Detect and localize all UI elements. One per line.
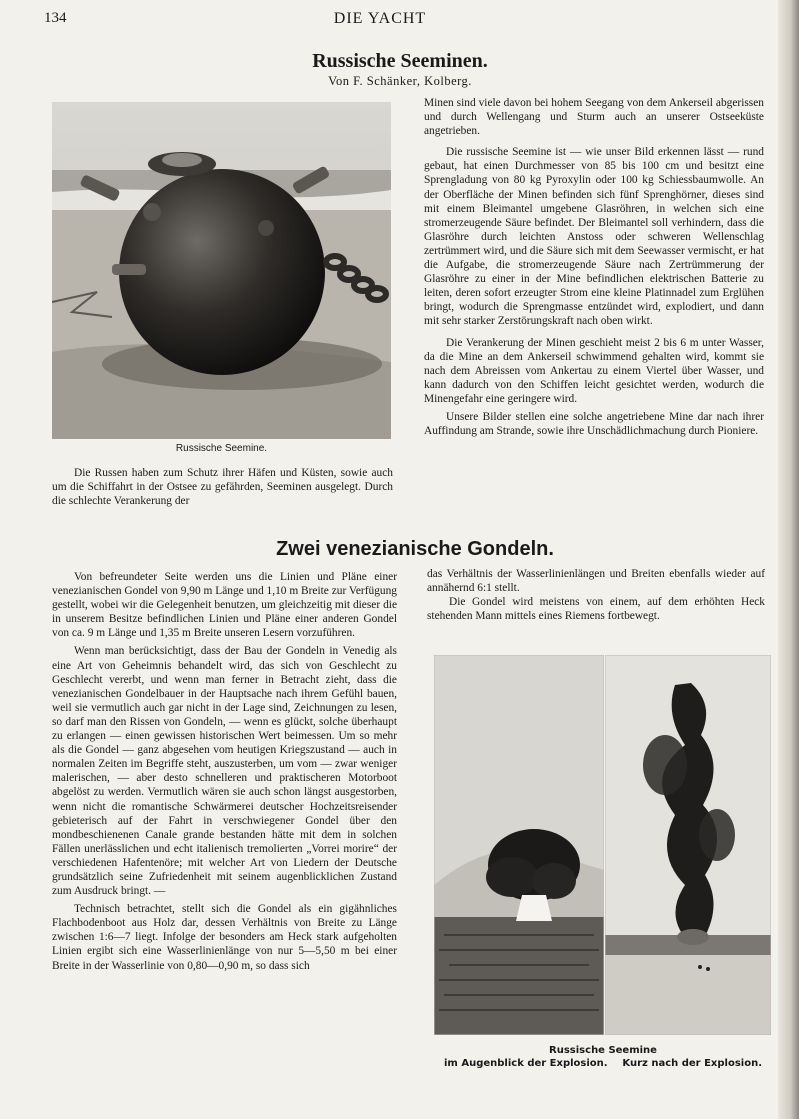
paragraph: Technisch betrachtet, stellt sich die Gondel als ein gigähnliches Flachbodenboot aus Holz dar, dessen Verhältnis von Breite zu Länge zwischen 1:6—7 liegt. Infolge der besonders am Heck stark aufgeholten Linien ergibt sich eine Wasserlinienlänge von nur 5—5,50 m bei einer Breite in der Wasserlinie von 0,80—0,90 m, so dass sich xyxy=(52,903,397,972)
article1-title: Russische Seeminen. xyxy=(312,50,488,72)
page-spine-shadow xyxy=(778,0,799,1119)
article1-column-2 xyxy=(424,96,764,438)
caption-title: Russische Seemine xyxy=(549,1045,657,1056)
paragraph: Unsere Bilder stellen eine solche angetriebene Mine dar nach ihrer Auffindung am Strande, sowie ihre Unschädlichmachung durch Pioniere. xyxy=(424,410,764,438)
article1-byline: Von F. Schänker, Kolberg. xyxy=(328,74,472,88)
article2-column-1 xyxy=(52,570,397,973)
paragraph: Die Verankerung der Minen geschieht meist 2 bis 6 m unter Wasser, da die Mine an dem Ankerseil schwimmend gehalten wird, kommt sie nach dem Abreissen vom Ankertau zu einem Viertel über Wasser, und kann dadurch von den Schiffen leicht gesichtet werden, wodurch die Minengefahr eine geringere wird. xyxy=(424,336,764,405)
page-header xyxy=(0,8,799,32)
caption-right: Kurz nach der Explosion. xyxy=(622,1058,762,1069)
paragraph: Wenn man berücksichtigt, dass der Bau der Gondeln in Venedig als eine Art von Geheimnis behandelt wird, das sich von Geschlecht zu Geschlecht vererbt, und wenn man ferner in Betracht zieht, dass die venezianischen Gondelbauer in der Hauptsache nach ihrem Gefühl bauen, weil sie vermutlich auch gar nicht in der Lage sind, Zeichnungen zu lesen, so darf man den Rissen von Gondeln, — wenn es glückt, solche überhaupt zu erlangen — einen gewissen historischen Wert beimessen. Um so mehr als die Gondel — ganz abgesehen vom heutigen Kriegszustand — auch in normalen Zeiten im Begriffe steht, auszusterben, um vom — zwar weniger malerischen, — aber desto schnelleren und praktischeren Motorboot abgelöst zu werden. Vermutlich wären sie auch schon längst ausgestorben, wenn nicht die romantische Schwärmerei deutscher Hochzeitsreisender gebieterisch auf der Fahrt in verschwiegener Gondel über den mondbeschienenen Canale grande bestanden hätte mit dem in solchen Fällen unerlässlichen und echt italienisch tremolierten „Vorrei morire“ der verschiedenen Hafentenöre; mit welcher Art von Liedern der Deutsche grundsätzlich seine Zufriedenheit mit seinem augenblicklichen Zustand zum Ausdruck bringt. — xyxy=(52,645,397,898)
paragraph: das Verhältnis der Wasserlinienlängen und Breiten ebenfalls wieder auf annähernd 6:1 stellt. xyxy=(427,568,765,595)
sea-mine-photo-caption: Russische Seemine. xyxy=(175,443,268,454)
article2-column-2 xyxy=(427,567,765,623)
after-explosion-photo xyxy=(605,655,771,1035)
paragraph: Von befreundeter Seite werden uns die Linien und Pläne einer venezianischen Gondel von 9,90 m Länge und 1,10 m Breite zur Verfügung gestellt, wobei wir die Gelegenheit benutzen, um gleichzeitig mit dieser die in unserem Besitze befindlichen Linien und Pläne einer anderen Gondel von ca. 9 m Länge und 1,35 m Breite unseren Lesern vorzuführen. xyxy=(52,571,397,640)
paragraph: Die russische Seemine ist — wie unser Bild erkennen lässt — rund gebaut, hat einen Durchmesser von 85 bis 100 cm und besitzt eine Sprengladung von 80 kg Pyroxylin oder 100 kg Schiessbaumwolle. An der Oberfläche der Minen befinden sich fünf Sprenghörner, dieses sind mit einem Bleimantel umgebene Glasröhren, in welchen sich eine stromerzeugende Säure befindet. Der Bleimantel soll verhindern, dass die Glasröhre durch leichten Anstoss oder schweren Wellenschlag zertrümmert wird, und die Säure sich mit dem Seewasser vermischt, er hat die Aufgabe, die stromerzeugende Säure nach Zertrümmerung der Glasröhre zu einer in der Mine befindlichen elektrischen Batterie zu leiten, deren sofort erzeugter Strom eine kleine Platinnadel zum Erglühen bringt, wodurch die Sprengmasse entzündet wird, explodiert, und dann mit sehr starker Zerstörungskraft nach oben wirkt. xyxy=(424,146,764,328)
paragraph: Die Russen haben zum Schutz ihrer Häfen und Küsten, sowie auch um die Schiffahrt in der Ostsee zu gefährden, Seeminen ausgelegt. Durch die schlechte Verankerung der xyxy=(52,467,393,508)
explosion-moment-photo xyxy=(434,655,604,1035)
article2-title: Zwei venezianische Gondeln. xyxy=(276,538,554,560)
running-title: DIE YACHT xyxy=(333,10,427,27)
paragraph: Minen sind viele davon bei hohem Seegang von dem Ankerseil abgerissen und durch Wellengang und Sturm auch an unserer Ostseeküste angetrieben. xyxy=(424,97,764,138)
explosion-photos-caption xyxy=(434,1045,772,1069)
page-number: 134 xyxy=(44,10,67,26)
article1-column-1 xyxy=(52,466,393,508)
caption-left: im Augenblick der Explosion. xyxy=(444,1058,608,1069)
paragraph: Die Gondel wird meistens von einem, auf dem erhöhten Heck stehenden Mann mittels eines Riemens fortbewegt. xyxy=(427,596,765,623)
sea-mine-photo xyxy=(52,102,391,439)
